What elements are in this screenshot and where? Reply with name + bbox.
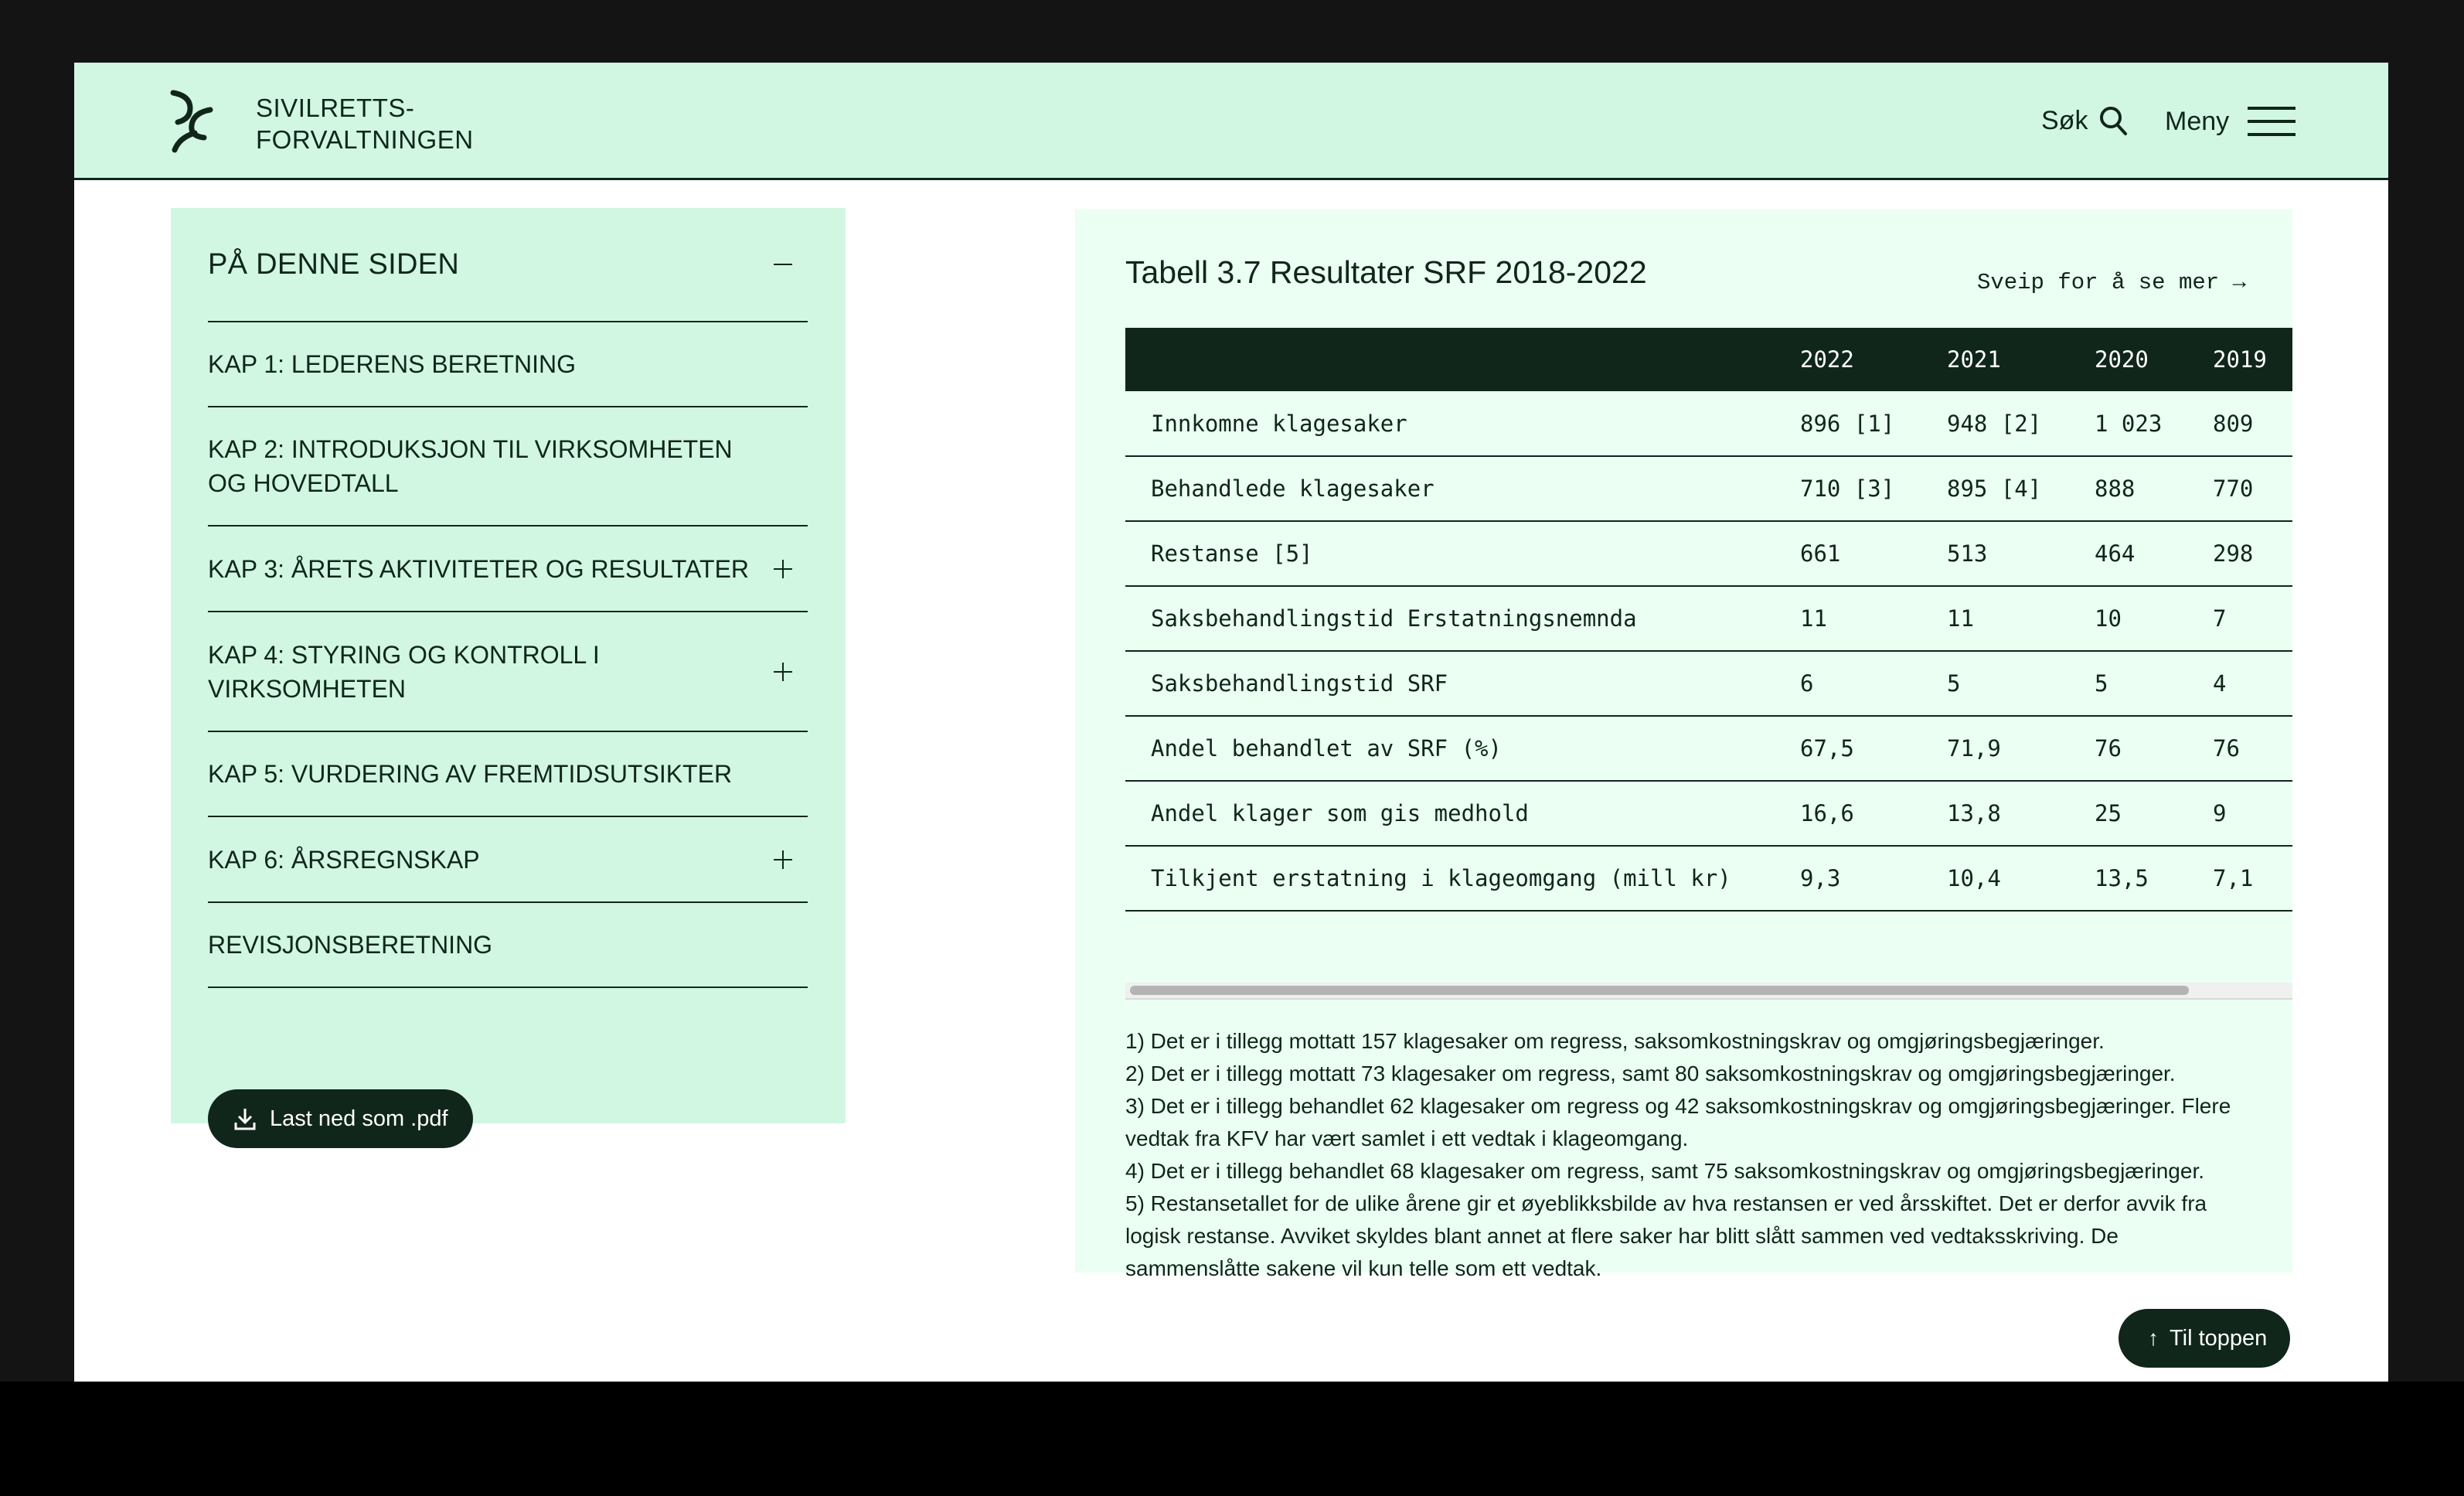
- table-cell: 661: [1800, 540, 1841, 567]
- table-cell: 513: [1947, 540, 1988, 567]
- column-header: 2020: [2095, 346, 2149, 373]
- table-cell: 10: [2095, 605, 2122, 632]
- table-cell: 4: [2213, 670, 2227, 697]
- window-frame-right: [2388, 63, 2464, 1382]
- logo-line-2: FORVALTNINGEN: [256, 125, 474, 154]
- table-cell: 76: [2095, 735, 2122, 762]
- table-row: [1125, 651, 2292, 716]
- table-row: [1125, 456, 2292, 521]
- download-label: Last ned som .pdf: [270, 1106, 448, 1131]
- window-frame-left: [0, 63, 74, 1382]
- footnote: 1) Det er i tillegg mottatt 157 klagesaker om regress, saksomkostningskrav og omgjøringsbegjæringer.: [1125, 1029, 2105, 1053]
- table-cell: 298: [2213, 540, 2254, 567]
- column-header: 2022: [1800, 346, 1854, 373]
- page: [74, 63, 2388, 1382]
- table-cell: 13,8: [1947, 800, 2001, 826]
- table-header-row: [1125, 328, 2292, 391]
- table-of-contents: [171, 208, 846, 1131]
- toc-header[interactable]: [208, 208, 808, 322]
- search-button[interactable]: [2041, 101, 2128, 140]
- table-cell: 809: [2213, 410, 2254, 437]
- toc-item-kap1[interactable]: [208, 322, 808, 407]
- table-cell: 1 023: [2095, 410, 2163, 437]
- table-cell: Andel klager som gis medhold: [1151, 800, 1529, 826]
- table-cell: 9: [2213, 800, 2227, 826]
- table-cell: 710 [3]: [1800, 475, 1895, 502]
- table-cell: 25: [2095, 800, 2122, 826]
- collapse-icon[interactable]: [774, 255, 792, 274]
- arrow-up-icon: ↑: [2148, 1326, 2159, 1350]
- expand-icon[interactable]: [774, 850, 792, 869]
- column-header: [1125, 328, 1800, 391]
- download-pdf-button[interactable]: [208, 1089, 473, 1148]
- table-cell: 895 [4]: [1947, 475, 2042, 502]
- toc-item-kap6[interactable]: [208, 817, 808, 903]
- toc-item-label: KAP 3: ÅRETS AKTIVITETER OG RESULTATER: [208, 554, 750, 583]
- table-cell: 896 [1]: [1800, 410, 1895, 437]
- toc-item-revisjon[interactable]: [208, 903, 808, 988]
- footnote: 5) Restansetallet for de ulike årene gir et øyeblikksbilde av hva restansen er ved årsskiftet. Det er derfor avvik fra logisk restanse. Avviket skyldes blant annet at flere saker har blitt slått sammen ved vedtaksskriving. De sammenslåtte sakene vil kun telle som ett vedtak.: [1125, 1191, 2207, 1280]
- table-row: [1125, 716, 2292, 781]
- table-cell: Behandlede klagesaker: [1151, 475, 1434, 502]
- search-label: Søk: [2041, 105, 2088, 135]
- table-cell: 7: [2213, 605, 2227, 632]
- logo-text[interactable]: [256, 92, 474, 155]
- table-cell: 67,5: [1800, 735, 1854, 762]
- toc-item-label: KAP 4: STYRING OG KONTROLL I VIRKSOMHETEN: [208, 640, 600, 703]
- toc-item-kap3[interactable]: [208, 526, 808, 612]
- table-row: [1125, 391, 2292, 456]
- table-cell: Saksbehandlingstid Erstatningsnemnda: [1151, 605, 1637, 632]
- table-cell: 11: [1800, 605, 1827, 632]
- table-cell: 71,9: [1947, 735, 2001, 762]
- toc-list: [208, 322, 808, 988]
- table-cell: 10,4: [1947, 865, 2001, 891]
- toc-item-label: KAP 5: VURDERING AV FREMTIDSUTSIKTER: [208, 760, 733, 788]
- footnote: 3) Det er i tillegg behandlet 62 klagesaker om regress og 42 saksomkostningskrav og omgjøringsbegjæringer. Flere vedtak fra KFV har vært samlet i ett vedtak i klageomgang.: [1125, 1094, 2231, 1150]
- window-frame-top: [0, 0, 2464, 63]
- toc-item-kap5[interactable]: [208, 732, 808, 817]
- table-footnotes: [1125, 1025, 2254, 1285]
- column-header: 2021: [1947, 346, 2001, 373]
- toc-item-label: KAP 6: ÅRSREGNSKAP: [208, 845, 480, 874]
- table-cell: Saksbehandlingstid SRF: [1151, 670, 1448, 697]
- column-header: 2019: [2213, 346, 2267, 373]
- table-cell: 7,1: [2213, 865, 2254, 891]
- toc-item-label: KAP 1: LEDERENS BERETNING: [208, 350, 576, 378]
- table-cell: 948 [2]: [1947, 410, 2042, 437]
- site-header: [74, 63, 2388, 180]
- table-cell: 11: [1947, 605, 1974, 632]
- table-row: [1125, 521, 2292, 586]
- toc-item-kap4[interactable]: [208, 612, 808, 732]
- table-cell: 5: [2095, 670, 2108, 697]
- table-card: [1075, 210, 2292, 1280]
- table-row: [1125, 846, 2292, 911]
- table-cell: 770: [2213, 475, 2254, 502]
- table-cell: 5: [1947, 670, 1961, 697]
- table-cell: 76: [2213, 735, 2240, 762]
- menu-label: Meny: [2165, 106, 2230, 136]
- back-to-top-label: Til toppen: [2170, 1325, 2268, 1351]
- table-cell: Innkomne klagesaker: [1151, 410, 1407, 437]
- scrollbar-thumb[interactable]: [1130, 986, 2189, 995]
- search-icon: [2098, 105, 2128, 136]
- footnote: 2) Det er i tillegg mottatt 73 klagesaker om regress, samt 80 saksomkostningskrav og omgjøringsbegjæringer.: [1125, 1062, 2176, 1085]
- logo-line-1: SIVILRETTS-: [256, 94, 415, 122]
- table-cell: 13,5: [2095, 865, 2149, 891]
- logo-icon[interactable]: [167, 88, 216, 155]
- toc-item-label: REVISJONSBERETNING: [208, 931, 493, 959]
- results-table: [1125, 328, 2292, 912]
- table-cell: 888: [2095, 475, 2136, 502]
- table-cell: 464: [2095, 540, 2136, 567]
- menu-button[interactable]: [2165, 101, 2296, 141]
- table-scrollbar[interactable]: [1125, 983, 2292, 1000]
- hamburger-icon: [2248, 106, 2296, 137]
- toc-title: PÅ DENNE SIDEN: [208, 247, 460, 281]
- toc-item-label: KAP 2: INTRODUKSJON TIL VIRKSOMHETEN OG HOVEDTALL: [208, 435, 733, 497]
- table-cell: Restanse [5]: [1151, 540, 1313, 567]
- table-cell: Tilkjent erstatning i klageomgang (mill kr): [1151, 865, 1731, 891]
- download-icon: [234, 1107, 256, 1130]
- table-cell: 6: [1800, 670, 1814, 697]
- toc-item-kap2[interactable]: [208, 407, 808, 526]
- back-to-top-button[interactable]: [2119, 1309, 2290, 1368]
- table-scroll-area[interactable]: [1125, 328, 2292, 912]
- swipe-hint: Sveip for å se mer →: [1976, 270, 2246, 295]
- table-row: [1125, 586, 2292, 651]
- table-row: [1125, 781, 2292, 846]
- expand-icon[interactable]: [774, 560, 792, 578]
- footnote: 4) Det er i tillegg behandlet 68 klagesaker om regress, samt 75 saksomkostningskrav og omgjøringsbegjæringer.: [1125, 1159, 2205, 1183]
- table-cell: 9,3: [1800, 865, 1841, 891]
- table-title: Tabell 3.7 Resultater SRF 2018-2022: [1125, 254, 1647, 290]
- expand-icon[interactable]: [774, 663, 792, 681]
- table-cell: 16,6: [1800, 800, 1854, 826]
- table-cell: Andel behandlet av SRF (%): [1151, 735, 1502, 762]
